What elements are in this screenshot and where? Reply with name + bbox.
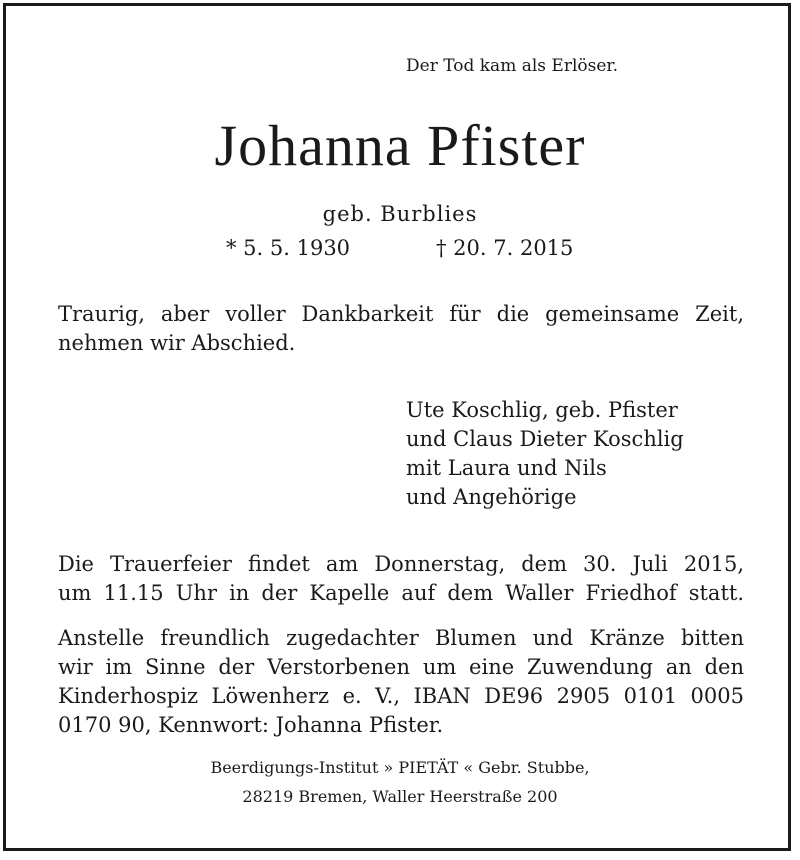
text-line: 0170 90, Kennwort: Johanna Pfister.: [58, 713, 444, 737]
text-line: Anstelle freundlich zugedachter Blumen und Kränze bitten: [58, 626, 744, 650]
farewell-paragraph: [58, 300, 744, 358]
motto: Der Tod kam als Erlöser.: [406, 56, 619, 76]
signer-line: Ute Koschlig, geb. Pfister: [406, 398, 678, 422]
signer-line: und Angehörige: [406, 485, 577, 509]
text-line: um 11.15 Uhr in der Kapelle auf dem Waller Friedhof statt.: [58, 581, 744, 605]
signers-block: [406, 396, 684, 512]
text-line: nehmen wir Abschied.: [58, 331, 296, 355]
signer-line: und Claus Dieter Koschlig: [406, 427, 684, 451]
funeral-home-line: 28219 Bremen, Waller Heerstraße 200: [242, 787, 558, 806]
signer-line: mit Laura und Nils: [406, 456, 607, 480]
text-line: Traurig, aber voller Dankbarkeit für die gemeinsame Zeit,: [58, 302, 744, 326]
service-paragraph: [58, 550, 744, 608]
deceased-name: Johanna Pfister: [214, 113, 586, 178]
text-line: Die Trauerfeier findet am Donnerstag, dem 30. Juli 2015,: [58, 552, 744, 576]
funeral-home: [0, 753, 800, 811]
death-date: † 20. 7. 2015: [436, 236, 574, 260]
donation-paragraph: [58, 624, 744, 740]
funeral-home-line: Beerdigungs-Institut » PIETÄT « Gebr. Stubbe,: [210, 758, 590, 777]
text-line: Kinderhospiz Löwenherz e. V., IBAN DE96 2905 0101 0005: [58, 684, 744, 708]
text-line: wir im Sinne der Verstorbenen um eine Zuwendung an den: [58, 655, 744, 679]
birth-date: * 5. 5. 1930: [226, 236, 351, 260]
maiden-name: geb. Burblies: [322, 202, 478, 226]
